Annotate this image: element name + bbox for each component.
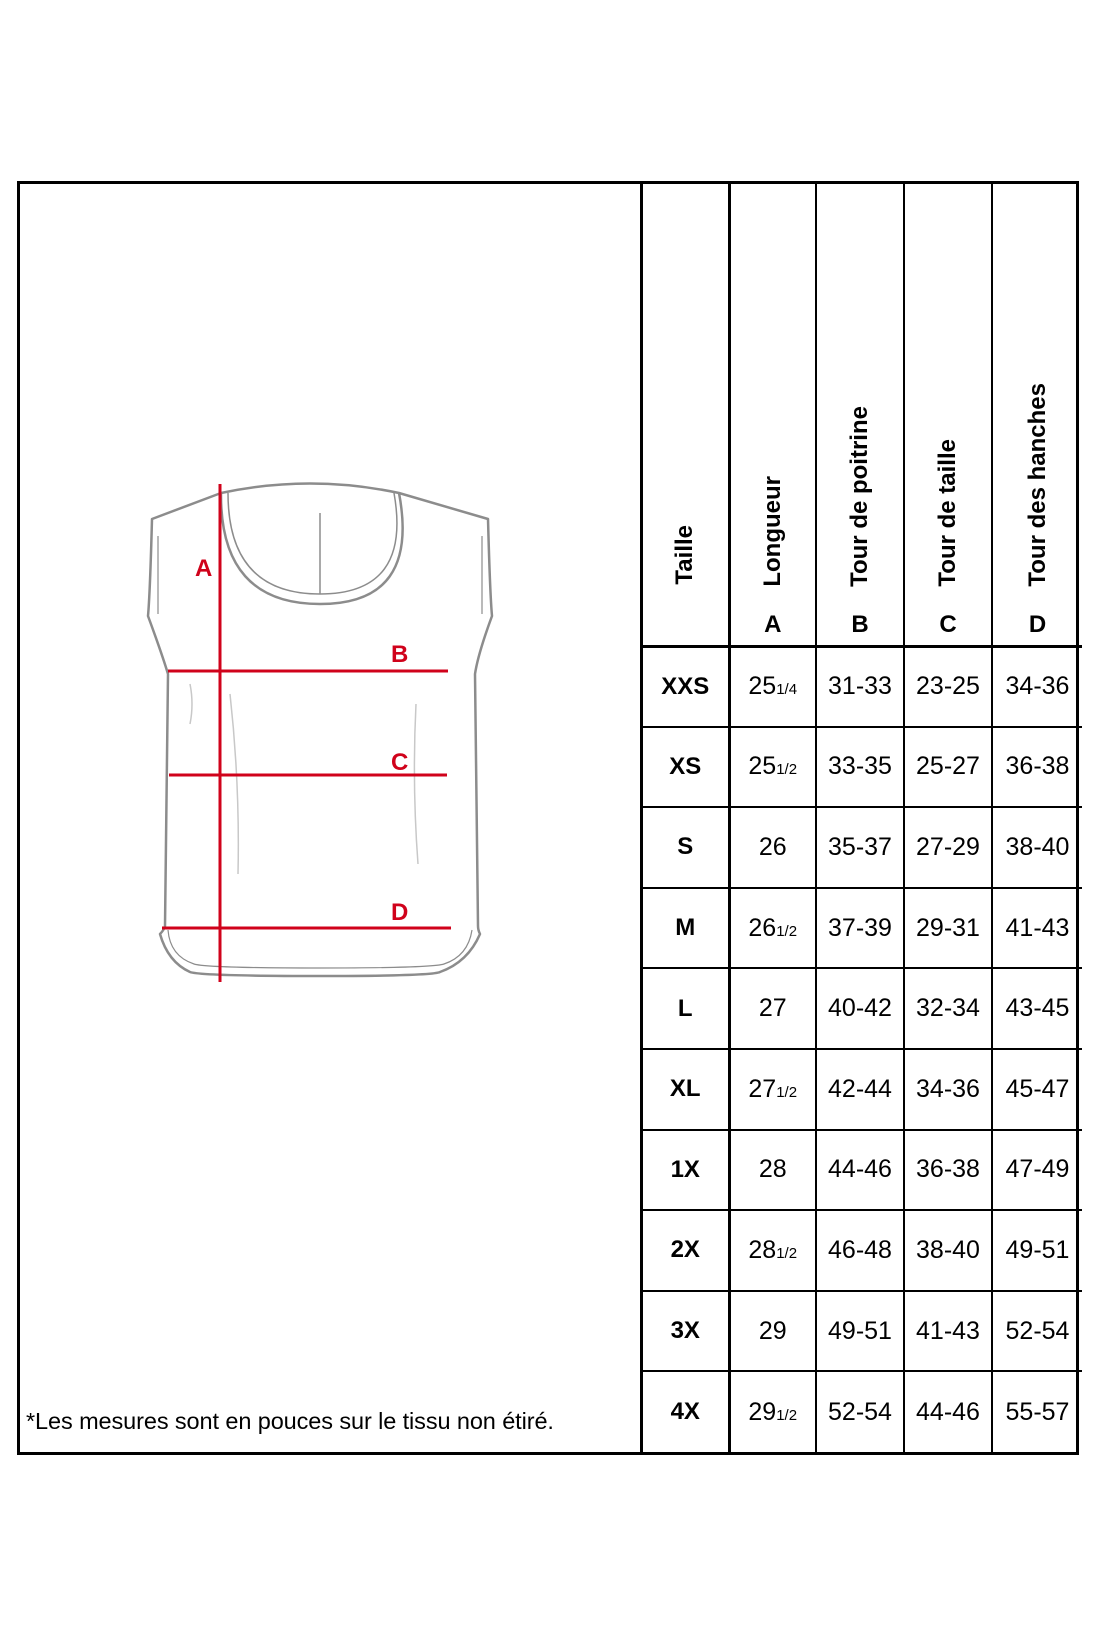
chest-cell: 52-54 — [816, 1371, 904, 1452]
chest-cell: 46-48 — [816, 1210, 904, 1291]
length-fraction: 1/4 — [776, 681, 798, 699]
table-row — [643, 1210, 1082, 1291]
header-label: Taille — [671, 524, 699, 585]
hips-cell: 47-49 — [992, 1130, 1082, 1211]
header-letter: C — [939, 610, 957, 638]
waist-cell: 29-31 — [904, 888, 992, 969]
length-cell — [729, 1049, 816, 1130]
measurement-label-a: A — [195, 555, 213, 582]
size-cell: XXS — [643, 646, 729, 727]
length-whole: 26 — [748, 913, 777, 942]
chest-cell: 37-39 — [816, 888, 904, 969]
length-cell — [729, 1210, 816, 1291]
hips-cell: 49-51 — [992, 1210, 1082, 1291]
size-cell: S — [643, 807, 729, 888]
chest-cell: 33-35 — [816, 727, 904, 808]
waist-cell: 44-46 — [904, 1371, 992, 1452]
size-chart-frame — [17, 181, 1079, 1455]
length-fraction: 1/2 — [776, 1406, 798, 1424]
header-chest — [816, 184, 904, 646]
hips-cell: 36-38 — [992, 727, 1082, 808]
size-table — [643, 184, 1082, 1452]
hips-cell: 45-47 — [992, 1049, 1082, 1130]
measurement-label-c: C — [391, 749, 409, 776]
table-row — [643, 646, 1082, 727]
header-letter: B — [851, 610, 869, 638]
chest-cell: 40-42 — [816, 968, 904, 1049]
length-cell — [729, 807, 816, 888]
length-cell — [729, 888, 816, 969]
header-label: Tour de taille — [934, 438, 961, 587]
length-fraction: 1/2 — [776, 761, 798, 779]
length-fraction: 1/2 — [776, 922, 798, 940]
length-cell — [729, 1371, 816, 1452]
waist-cell: 34-36 — [904, 1049, 992, 1130]
table-row — [643, 727, 1082, 808]
chest-cell: 31-33 — [816, 646, 904, 727]
measurement-footnote: *Les mesures sont en pouces sur le tissu non étiré. — [26, 1408, 554, 1434]
hips-cell: 43-45 — [992, 968, 1082, 1049]
table-row — [643, 1291, 1082, 1372]
hips-cell: 38-40 — [992, 807, 1082, 888]
size-cell: 4X — [643, 1371, 729, 1452]
table-row — [643, 968, 1082, 1049]
length-whole: 29 — [758, 1316, 787, 1345]
chest-cell: 35-37 — [816, 807, 904, 888]
length-fraction: 1/2 — [776, 1083, 798, 1101]
hips-cell: 34-36 — [992, 646, 1082, 727]
length-cell — [729, 727, 816, 808]
fabric-fold-lines — [190, 684, 418, 874]
size-cell: 3X — [643, 1291, 729, 1372]
length-cell — [729, 1130, 816, 1211]
size-cell: 1X — [643, 1130, 729, 1211]
hips-cell: 52-54 — [992, 1291, 1082, 1372]
chest-cell: 44-46 — [816, 1130, 904, 1211]
size-cell: XS — [643, 727, 729, 808]
table-row — [643, 807, 1082, 888]
header-waist — [904, 184, 992, 646]
table-row — [643, 1371, 1082, 1452]
length-whole: 27 — [758, 994, 787, 1023]
table-row — [643, 1130, 1082, 1211]
header-label: Tour de poitrine — [846, 405, 873, 587]
waist-cell: 32-34 — [904, 968, 992, 1049]
length-whole: 27 — [748, 1074, 777, 1103]
length-cell — [729, 968, 816, 1049]
length-fraction: 1/2 — [776, 1244, 798, 1262]
length-whole: 28 — [748, 1235, 777, 1264]
header-letter: D — [1028, 610, 1047, 638]
length-whole: 29 — [748, 1397, 777, 1426]
table-header-row — [643, 184, 1082, 646]
header-letter: A — [764, 610, 782, 638]
length-whole: 28 — [758, 1155, 787, 1184]
waist-cell: 41-43 — [904, 1291, 992, 1372]
size-cell: L — [643, 968, 729, 1049]
size-cell: XL — [643, 1049, 729, 1130]
waist-cell: 38-40 — [904, 1210, 992, 1291]
tshirt-measurement-diagram — [20, 184, 640, 1452]
chest-cell: 49-51 — [816, 1291, 904, 1372]
table-row — [643, 1049, 1082, 1130]
header-length — [729, 184, 816, 646]
hips-cell: 41-43 — [992, 888, 1082, 969]
header-size — [643, 184, 729, 646]
length-cell — [729, 646, 816, 727]
table-row — [643, 888, 1082, 969]
waist-cell: 36-38 — [904, 1130, 992, 1211]
length-whole: 25 — [748, 752, 777, 781]
waist-cell: 27-29 — [904, 807, 992, 888]
measurement-label-b: B — [391, 641, 409, 668]
header-label: Tour des hanches — [1023, 382, 1051, 587]
waist-cell: 23-25 — [904, 646, 992, 727]
size-cell: 2X — [643, 1210, 729, 1291]
length-cell — [729, 1291, 816, 1372]
header-hips — [992, 184, 1082, 646]
length-whole: 25 — [748, 672, 777, 701]
length-whole: 26 — [758, 832, 787, 861]
hips-cell: 55-57 — [992, 1371, 1082, 1452]
chest-cell: 42-44 — [816, 1049, 904, 1130]
size-cell: M — [643, 888, 729, 969]
header-label: Longueur — [758, 475, 786, 587]
measurement-label-d: D — [391, 899, 409, 926]
size-table-pane — [640, 184, 1076, 1452]
waist-cell: 25-27 — [904, 727, 992, 808]
garment-diagram-pane — [20, 184, 640, 1452]
